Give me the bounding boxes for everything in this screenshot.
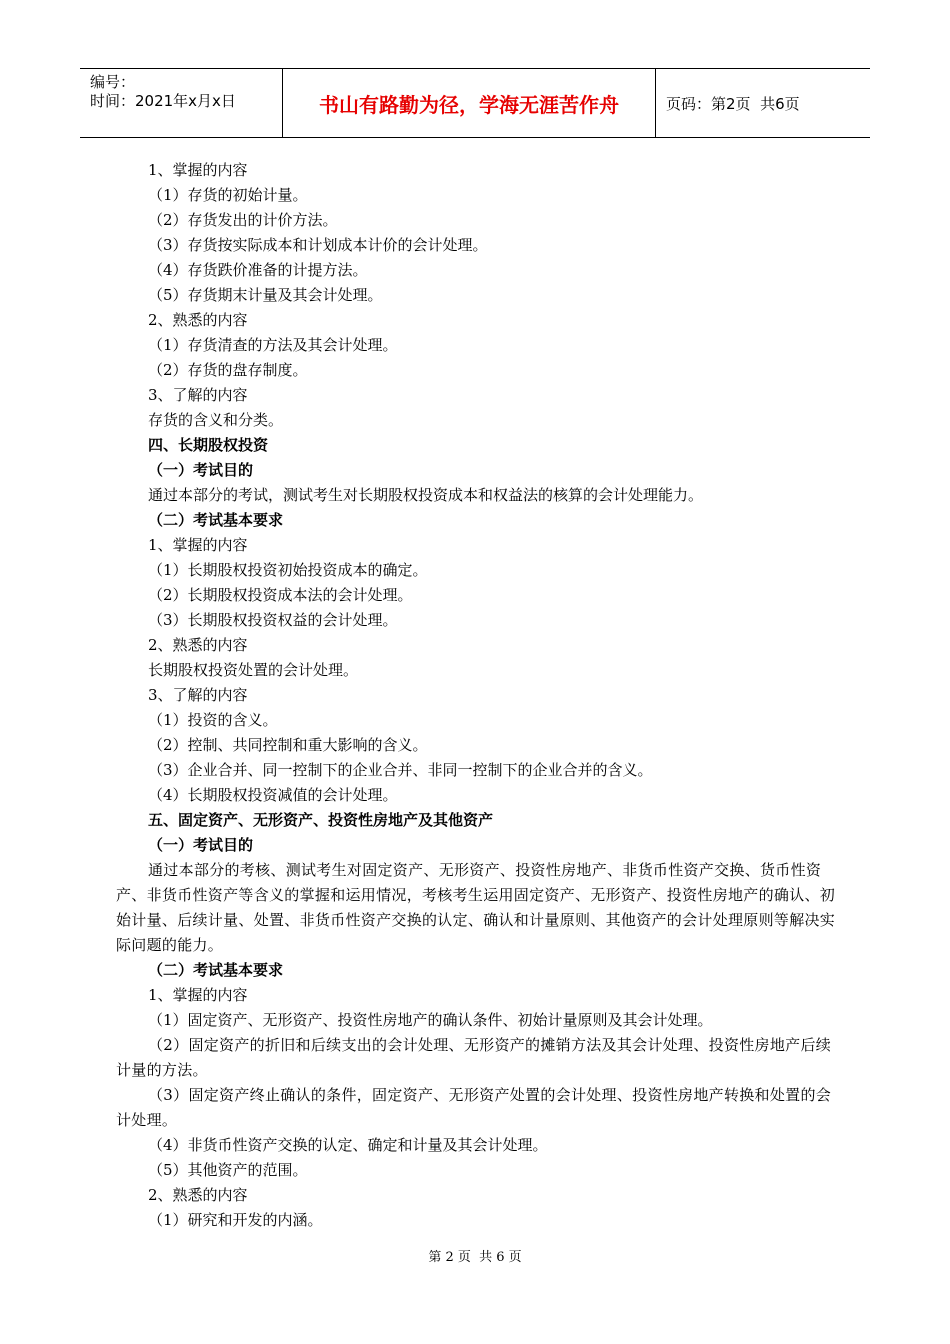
list-item: （3）企业合并、同一控制下的企业合并、非同一控制下的企业合并的含义。: [148, 761, 653, 779]
list-item: （4）长期股权投资减值的会计处理。: [148, 786, 398, 804]
list-item: （1）存货的初始计量。: [148, 186, 308, 204]
header-motto: 书山有路勤为径，学海无涯苦作舟: [283, 69, 656, 137]
list-item: 2、熟悉的内容: [148, 311, 248, 329]
list-item: 1、掌握的内容: [148, 536, 248, 554]
header-page-info: [656, 69, 870, 137]
subsection-heading: （二）考试基本要求: [148, 961, 284, 979]
list-item: （1）长期股权投资初始投资成本的确定。: [148, 561, 428, 579]
section-heading: 五、固定资产、无形资产、投资性房地产及其他资产: [148, 811, 494, 829]
list-item: （1）固定资产、无形资产、投资性房地产的确认条件、初始计量原则及其会计处理。: [148, 1011, 713, 1029]
list-item: （2）控制、共同控制和重大影响的含义。: [148, 736, 428, 754]
page-header: [80, 68, 870, 138]
page-indicator: 页码：第2页 共6页: [666, 94, 800, 113]
subsection-heading: （二）考试基本要求: [148, 511, 284, 529]
list-item: 1、掌握的内容: [148, 986, 248, 1004]
page-footer: 第 2 页 共 6 页: [428, 1250, 522, 1265]
list-item: （4）存货跌价准备的计提方法。: [148, 261, 368, 279]
list-item: 2、熟悉的内容: [148, 1186, 248, 1204]
paragraph: 通过本部分的考核、测试考生对固定资产、无形资产、投资性房地产、非货币性资产交换、货币性资产、非货币性资产等含义的掌握和运用情况，考核考生运用固定资产、无形资产、投资性房地产的确认、初始计量、后续计量、处置、非货币性资产交换的认定、确认和计量原则、其他资产的会计处理原则等解决实际问题的能力。: [116, 861, 836, 954]
section-heading: 四、长期股权投资: [148, 436, 269, 454]
subsection-heading: （一）考试目的: [148, 461, 254, 479]
paragraph: （2）固定资产的折旧和后续支出的会计处理、无形资产的摊销方法及其会计处理、投资性房地产后续计量的方法。: [116, 1036, 832, 1079]
list-item: 3、了解的内容: [148, 686, 248, 704]
list-item: （2）存货发出的计价方法。: [148, 211, 338, 229]
list-item: （1）存货清查的方法及其会计处理。: [148, 336, 398, 354]
document-body: [116, 158, 836, 1233]
list-item: （4）非货币性资产交换的认定、确定和计量及其会计处理。: [148, 1136, 548, 1154]
list-item: （2）长期股权投资成本法的会计处理。: [148, 586, 413, 604]
list-item: 2、熟悉的内容: [148, 636, 248, 654]
list-item: （1）投资的含义。: [148, 711, 278, 729]
list-item: （5）存货期末计量及其会计处理。: [148, 286, 383, 304]
list-item: （1）研究和开发的内涵。: [148, 1211, 323, 1229]
document-number: 编号：: [90, 73, 136, 91]
document-date: 时间：2021年x月x日: [90, 92, 236, 110]
list-item: 3、了解的内容: [148, 386, 248, 404]
list-item: （3）长期股权投资权益的会计处理。: [148, 611, 398, 629]
paragraph: （3）固定资产终止确认的条件，固定资产、无形资产处置的会计处理、投资性房地产转换和处置的会计处理。: [116, 1086, 832, 1129]
list-item: 1、掌握的内容: [148, 161, 248, 179]
subsection-heading: （一）考试目的: [148, 836, 254, 854]
list-item: （3）存货按实际成本和计划成本计价的会计处理。: [148, 236, 488, 254]
list-item: 长期股权投资处置的会计处理。: [148, 661, 359, 679]
header-meta: [80, 69, 283, 137]
list-item: （5）其他资产的范围。: [148, 1161, 308, 1179]
list-item: （2）存货的盘存制度。: [148, 361, 308, 379]
paragraph: 通过本部分的考试，测试考生对长期股权投资成本和权益法的核算的会计处理能力。: [148, 486, 704, 504]
list-item: 存货的含义和分类。: [148, 411, 284, 429]
